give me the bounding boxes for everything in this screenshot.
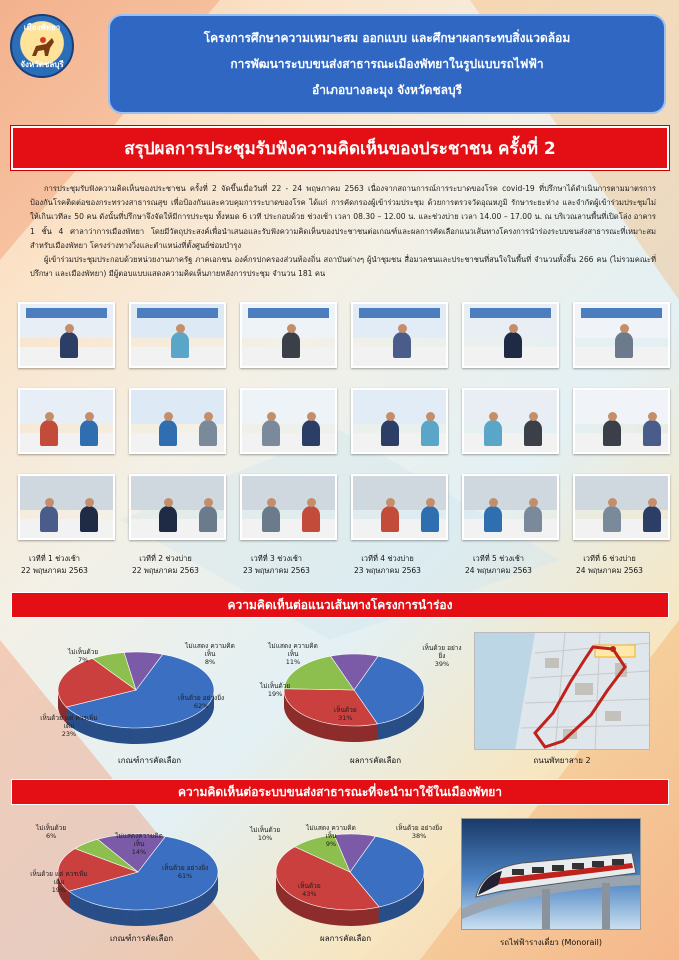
pie-slice-label bbox=[396, 824, 442, 840]
pie-slice-name: เห็นด้วย bbox=[298, 882, 321, 890]
pie-chart-caption: เกณฑ์การคัดเลือก bbox=[110, 934, 174, 943]
pie-slice-label bbox=[36, 824, 66, 840]
header-line-1: โครงการศึกษาความเหมาะสม ออกแบบ และศึกษาผลกระทบสิ่งแวดล้อม bbox=[203, 30, 571, 45]
pie-slice-value: 38% bbox=[411, 832, 427, 840]
pie-chart-caption: ผลการคัดเลือก bbox=[320, 934, 372, 943]
session-date: 23 พฤษภาคม 2563 bbox=[354, 566, 421, 575]
pie-slice-name: ไม่แสดง ความคิดเห็น bbox=[185, 642, 235, 658]
meeting-photo bbox=[18, 302, 115, 368]
opinion-pie-chart bbox=[250, 820, 450, 936]
session-date: 24 พฤษภาคม 2563 bbox=[576, 566, 643, 575]
meeting-photo bbox=[18, 388, 115, 454]
pie-slice-value: 6% bbox=[45, 832, 57, 840]
opinion-pie-chart bbox=[28, 634, 238, 756]
main-banner bbox=[11, 126, 669, 170]
pie-slice-label bbox=[250, 826, 280, 842]
session-label: เวทีที่ 6 ช่วงบ่าย bbox=[583, 554, 636, 563]
route-map bbox=[474, 632, 650, 750]
meeting-photo bbox=[129, 302, 226, 368]
session-caption bbox=[450, 553, 547, 577]
session-label: เวทีที่ 2 ช่วงบ่าย bbox=[139, 554, 192, 563]
meeting-photo bbox=[462, 302, 559, 368]
pie-slice-value: 23% bbox=[61, 730, 77, 738]
monorail-graphic bbox=[462, 819, 641, 930]
monorail-caption: รถไฟฟ้ารางเดี่ยว (Monorail) bbox=[500, 938, 602, 947]
meeting-photo bbox=[129, 474, 226, 540]
meeting-photo bbox=[462, 474, 559, 540]
summary-text bbox=[30, 182, 656, 281]
header-line-3: อำเภอบางละมุง จังหวัดชลบุรี bbox=[311, 82, 463, 97]
header-line-2: การพัฒนาระบบขนส่งสาธารณะเมืองพัทยาในรูปแบบรถไฟฟ้า bbox=[230, 56, 544, 71]
opinion-pie-chart bbox=[20, 820, 240, 936]
meeting-photo bbox=[573, 474, 670, 540]
route-map-graphic bbox=[475, 633, 650, 750]
section-route-opinion-title: ความคิดเห็นต่อแนวเส้นทางโครงการนำร่อง bbox=[227, 597, 453, 612]
section-transit-opinion-title: ความคิดเห็นต่อระบบขนส่งสาธารณะที่จะนำมาใช้ในเมืองพัทยา bbox=[177, 784, 503, 799]
pie-slice-value: 7% bbox=[77, 656, 89, 664]
pie-slice-name: เห็นด้วย แต่ ควรเพิ่มเติม bbox=[30, 870, 88, 886]
pie-slice-value: 39% bbox=[434, 660, 450, 668]
project-header bbox=[108, 14, 666, 114]
monorail-photo bbox=[461, 818, 641, 930]
section-route-opinion-bar bbox=[11, 592, 669, 618]
summary-paragraph-1: การประชุมรับฟังความคิดเห็นของประชาชน ครั้งที่ 2 จัดขึ้นเมื่อวันที่ 22 - 24 พฤษภาคม 2563 เนื่องจากสถานการณ์การระบาดของโรค covid-19 ที่ปรึกษาได้ดำเนินการตามมาตรการป้องกันโรคติดต่อของกระทรวงสาธารณสุข เพื่อป้องกันและควบคุมการระบาดของโรค ได้แก่ การคัดกรองผู้เข้าร่วมประชุม ด้วยการตรวจวัดอุณหภูมิ รักษาระยะห่าง และจำกัดผู้เข้าร่วมประชุมไม่ให้เกินเวทีละ 50 คน ดังนั้นที่ปรึกษาจึงจัดให้มีการประชุม ทั้งหมด 6 เวที ประกอบด้วย ช่วงเช้า เวลา 08.30 – 12.00 น. และช่วงบ่าย เวลา 14.00 – 17.00 น. ณ บริเวณลานพื้นที่เปิดโล่ง อาคาร 1 ชั้น 4 ศาลาว่าการเมืองพัทยา โดยมีวัตถุประสงค์เพื่อนำเสนอและรับฟังความคิดเห็นของประชาชนต่อเกณฑ์และผลการคัดเลือกแนวเส้นทางโครงการนำร่องระบบขนส่งสาธารณะที่เหมาะสมสำหรับเมืองพัทยา โครงร่างทางวิ่งและตำแหน่งที่ตั้งศูนย์ซ่อมบำรุง bbox=[30, 184, 656, 250]
pie-slice-value: 61% bbox=[177, 872, 193, 880]
meeting-photo bbox=[240, 388, 337, 454]
summary-paragraph-2: ผู้เข้าร่วมประชุมประกอบด้วยหน่วยงานภาครัฐ ภาคเอกชน องค์กรปกครองส่วนท้องถิ่น สถาบันต่างๆ ผู้นำชุมชน สื่อมวลชนและประชาชนที่สนใจในพื้นที่ จำนวนทั้งสิ้น 266 คน (ไม่รวมคณะที่ปรึกษา และเมืองพัทยา) มีผู้ตอบแบบแสดงความคิดเห็นภายหลังการประชุม จำนวน 181 คน bbox=[30, 255, 656, 279]
pattaya-city-logo bbox=[10, 14, 74, 78]
session-label: เวทีที่ 1 ช่วงเช้า bbox=[28, 554, 81, 563]
session-caption bbox=[561, 553, 658, 577]
pie-slice-value: 43% bbox=[302, 890, 317, 898]
pie-slice-name: เห็นด้วย อย่างยิ่ง bbox=[162, 864, 209, 872]
pie-slice-name: เห็นด้วย อย่างยิ่ง bbox=[422, 644, 462, 660]
pie-slice-value: 8% bbox=[204, 658, 216, 666]
banner-title: สรุปผลการประชุมรับฟังความคิดเห็นของประชาชน ครั้งที่ 2 bbox=[124, 138, 556, 159]
session-caption bbox=[117, 553, 214, 577]
pie-slice-name: เห็นด้วย แต่ ควรเพิ่มเติม bbox=[40, 714, 98, 730]
meeting-photo bbox=[573, 388, 670, 454]
pie-slice-label bbox=[162, 864, 208, 880]
session-date: 23 พฤษภาคม 2563 bbox=[243, 566, 310, 575]
session-date: 22 พฤษภาคม 2563 bbox=[132, 566, 199, 575]
pie-slice-value: 11% bbox=[285, 658, 301, 666]
pie-slice-label bbox=[264, 642, 322, 666]
pie-slice-value: 19% bbox=[51, 886, 67, 894]
pie-slice-value: 19% bbox=[267, 690, 283, 698]
meeting-photo bbox=[351, 388, 448, 454]
pie-slice-label bbox=[68, 648, 98, 664]
section-transit-opinion-bar bbox=[11, 779, 669, 805]
pie-slice-value: 31% bbox=[338, 714, 353, 722]
pie-slice-name: เห็นด้วย bbox=[334, 706, 357, 714]
pie-slice-name: ไม่แสดง ความคิดเห็น bbox=[268, 642, 318, 658]
pie-slice-label bbox=[302, 824, 360, 848]
pie-slice-label bbox=[40, 714, 98, 738]
meeting-photo bbox=[18, 474, 115, 540]
session-caption bbox=[339, 553, 436, 577]
opinion-pie-chart bbox=[262, 634, 462, 756]
pie-slice-label bbox=[178, 694, 224, 710]
pie-slice-label bbox=[260, 682, 290, 698]
pie-slice-value: 9% bbox=[325, 840, 337, 848]
meeting-photo bbox=[462, 388, 559, 454]
pie-slice-label bbox=[298, 882, 321, 898]
pie-slice-label bbox=[422, 644, 462, 668]
pie-slice-value: 14% bbox=[131, 848, 147, 856]
meeting-photo bbox=[129, 388, 226, 454]
session-date: 24 พฤษภาคม 2563 bbox=[465, 566, 532, 575]
pie-slice-name: ไม่เห็นด้วย bbox=[36, 824, 67, 832]
session-label: เวทีที่ 3 ช่วงเช้า bbox=[250, 554, 303, 563]
pie-slice-label bbox=[110, 832, 168, 856]
pie-slice-label bbox=[182, 642, 238, 666]
session-label: เวทีที่ 4 ช่วงบ่าย bbox=[361, 554, 414, 563]
meeting-photo bbox=[351, 302, 448, 368]
meeting-photo bbox=[351, 474, 448, 540]
pie-slice-name: ไม่เห็นด้วย bbox=[260, 682, 291, 690]
pie-chart-caption: ผลการคัดเลือก bbox=[350, 756, 402, 765]
pie-slice-name: ไม่แสดง ความคิดเห็น bbox=[306, 824, 356, 840]
pie-slice-value: 62% bbox=[193, 702, 209, 710]
pie-slice-value: 10% bbox=[257, 834, 273, 842]
pie-chart-caption: เกณฑ์การคัดเลือก bbox=[118, 756, 182, 765]
logo-top-text: เมืองพัทยา bbox=[23, 23, 61, 32]
session-label: เวทีที่ 5 ช่วงเช้า bbox=[472, 554, 525, 563]
session-date: 22 พฤษภาคม 2563 bbox=[21, 566, 88, 575]
pie-slice-label bbox=[334, 706, 357, 722]
meeting-photo bbox=[573, 302, 670, 368]
meeting-photo bbox=[240, 302, 337, 368]
pie-slice-name: ไม่เห็นด้วย bbox=[250, 826, 281, 834]
pie-slice-name: เห็นด้วย อย่างยิ่ง bbox=[178, 694, 225, 702]
meeting-photo bbox=[240, 474, 337, 540]
session-caption bbox=[6, 553, 103, 577]
pie-slice-name: ไม่เห็นด้วย bbox=[68, 648, 99, 656]
pie-slice-name: ไม่แสดงความคิดเห็น bbox=[115, 832, 163, 848]
pie-slice-label bbox=[30, 870, 88, 894]
session-caption bbox=[228, 553, 325, 577]
pie-slice-name: เห็นด้วย อย่างยิ่ง bbox=[396, 824, 443, 832]
logo-bottom-text: จังหวัดชลบุรี bbox=[20, 60, 64, 69]
route-map-caption: ถนนพัทยาสาย 2 bbox=[533, 756, 591, 765]
